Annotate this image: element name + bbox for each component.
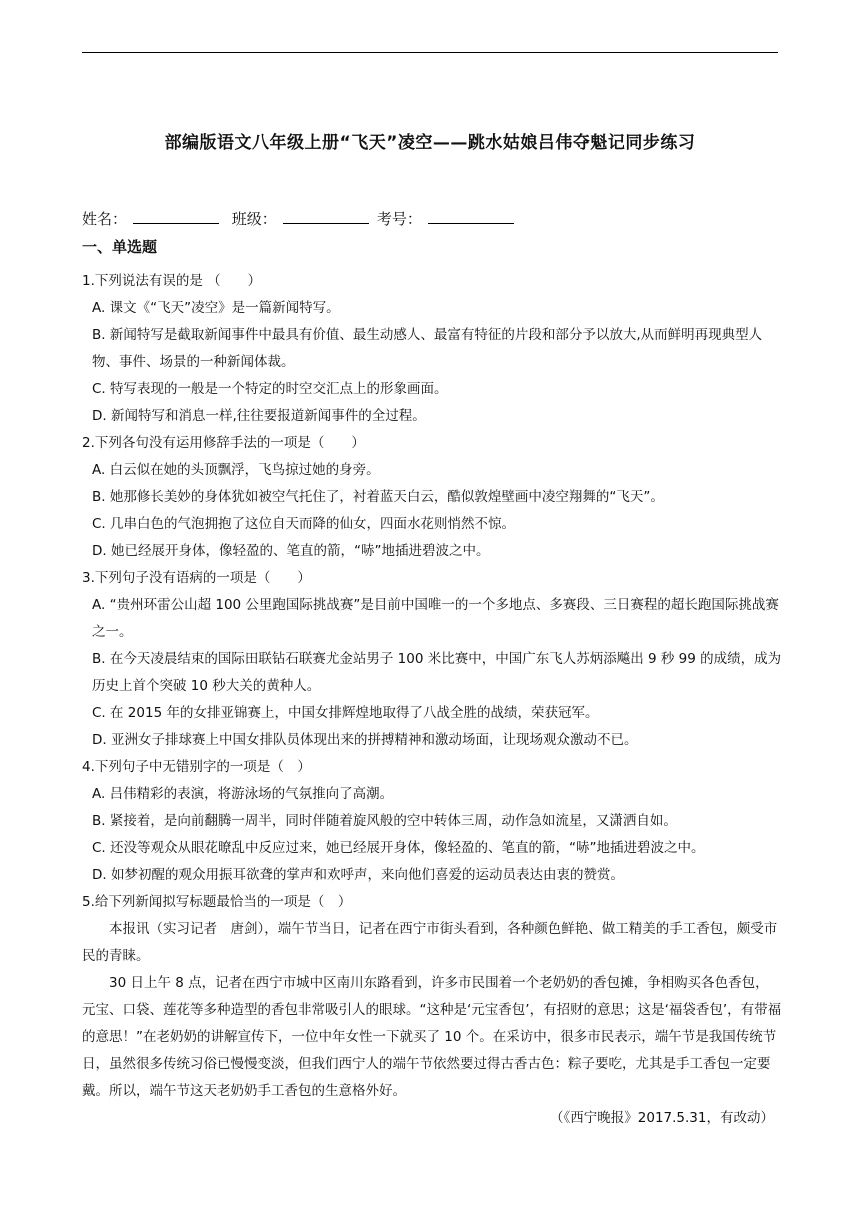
option-a: A. 课文《“飞天”凌空》是一篇新闻特写。 xyxy=(92,300,340,316)
question-1 xyxy=(82,268,782,430)
option-c: C. 几串白色的气泡拥抱了这位自天而降的仙女，四面水花则悄然不惊。 xyxy=(92,516,516,532)
option-c: C. 特写表现的一般是一个特定的时空交汇点上的形象画面。 xyxy=(92,381,448,397)
option-c: C. 还没等观众从眼花暸乱中反应过来，她已经展开身体，像轻盈的、笔直的箭，“哧”地插进碧波之中。 xyxy=(92,840,705,856)
question-stem: 3.下列句子没有语病的一项是（ ） xyxy=(82,570,311,586)
news-paragraph-1: 本报讯（实习记者 唐剑），端午节当日，记者在西宁市街头看到，各种颜色鲜艳、做工精美的手工香包，颇受市民的青睐。 xyxy=(82,921,778,964)
option-d: D. 新闻特写和消息一样,往往要报道新闻事件的全过程。 xyxy=(92,408,426,424)
page-title: 部编版语文八年级上册“飞天”凌空——跳水姑娘吕伟夺魁记同步练习 xyxy=(164,133,696,153)
header-rule xyxy=(82,52,778,53)
option-a: A. 吕伟精彩的表演，将游泳场的气氛推向了高潮。 xyxy=(92,786,394,802)
option-a: A. “贵州环雷公山超 100 公里跑国际挑战赛”是目前中国唯一的一个多地点、多赛段、三日赛程的超长跑国际挑战赛之一。 xyxy=(92,597,779,640)
class-blank[interactable] xyxy=(283,209,369,224)
question-2 xyxy=(82,430,782,565)
option-b: B. 在今天凌晨结束的国际田联钻石联赛尤金站男子 100 米比赛中，中国广东飞人苏炳添飚出 9 秒 99 的成绩，成为历史上首个突破 10 秒大关的黄种人。 xyxy=(92,651,782,694)
option-a: A. 白云似在她的头顶飘浮，飞鸟掠过她的身旁。 xyxy=(92,462,380,478)
section-title: 一、单选题 xyxy=(82,238,158,256)
question-stem: 5.给下列新闻拟写标题最恰当的一项是（ ） xyxy=(82,894,352,910)
question-stem: 1.下列说法有误的是 （ ） xyxy=(82,273,262,289)
name-blank[interactable] xyxy=(133,209,219,224)
option-d: D. 亚洲女子排球赛上中国女排队员体现出来的拼搏精神和激动场面，让现场观众激动不已。 xyxy=(92,732,638,748)
student-info-line xyxy=(82,208,522,229)
news-paragraph-2: 30 日上午 8 点，记者在西宁市城中区南川东路看到，许多市民围着一个老奶奶的香包摊，争相购买各色香包，元宝、口袋、莲花等多种造型的香包非常吸引人的眼球。“这种是‘元宝香包’，有招财的意思；这是‘福袋香包’，有带福的意思！”在老奶奶的讲解宣传下，一位中年女性一下就买了 10 个。在采访中，很多市民表示，端午节是我国传统节日，虽然很多传统习俗已慢慢变淡，但我们西宁人的端午节依然要过得古香古色：粽子要吃，尤其是手工香包一定要戴。所以，端午节这天老奶奶手工香包的生意格外好。 xyxy=(82,975,782,1099)
option-d: D. 如梦初醒的观众用振耳欲聋的掌声和欢呼声，来向他们喜爱的运动员表达由衷的赞赏。 xyxy=(92,867,624,883)
question-stem: 4.下列句子中无错别字的一项是（ ） xyxy=(82,759,311,775)
option-b: B. 新闻特写是截取新闻事件中最具有价值、最生动感人、最富有特征的片段和部分予以放大,从而鲜明再现典型人物、事件、场景的一种新闻体裁。 xyxy=(92,327,763,370)
option-c: C. 在 2015 年的女排亚锦赛上，中国女排辉煌地取得了八战全胜的战绩，荣获冠军。 xyxy=(92,705,599,721)
question-stem: 2.下列各句没有运用修辞手法的一项是（ ） xyxy=(82,435,365,451)
question-3 xyxy=(82,565,782,754)
question-5 xyxy=(82,889,782,1132)
option-d: D. 她已经展开身体，像轻盈的、笔直的箭，“哧”地插进碧波之中。 xyxy=(92,543,490,559)
option-b: B. 紧接着，是向前翻腾一周半，同时伴随着旋风般的空中转体三周，动作急如流星，又潇洒自如。 xyxy=(92,813,677,829)
exam-blank[interactable] xyxy=(428,209,514,224)
option-b: B. 她那修长美妙的身体犹如被空气托住了，衬着蓝天白云，酷似敦煌壁画中凌空翔舞的“飞天”。 xyxy=(92,489,664,505)
question-4 xyxy=(82,754,782,889)
class-label: 班级： xyxy=(231,210,277,228)
news-source: （《西宁晚报》2017.5.31，有改动） xyxy=(550,1110,774,1126)
exam-label: 考号： xyxy=(376,210,422,228)
name-label: 姓名： xyxy=(82,210,128,228)
